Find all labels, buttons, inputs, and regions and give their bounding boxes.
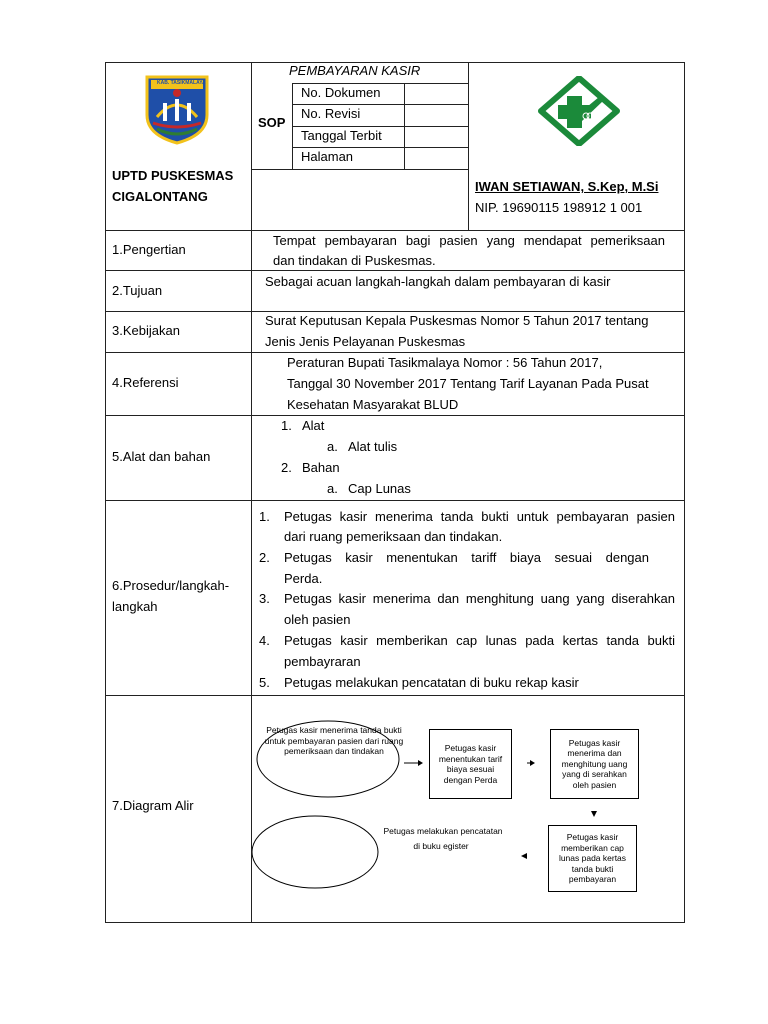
regency-logo-text: KAB. TASIKMALAYA <box>157 80 206 86</box>
arrow-down-icon <box>591 811 597 817</box>
label-pengertian: 1.Pengertian <box>112 242 186 257</box>
alat-item2a-num: a. <box>327 481 338 496</box>
arrow-left-icon <box>521 853 527 859</box>
prosedur-step-line: Petugas melakukan pencatatan di buku rekap kasir <box>284 675 579 690</box>
prosedur-step-num: 5. <box>259 675 270 690</box>
flow-node-tarif: Petugas kasir menentukan tarif biaya sesuai dengan Perda <box>429 729 512 799</box>
prosedur-step-line: Petugas kasir menerima dan menghitung uang yang diserahkan <box>284 591 675 606</box>
table-border-left <box>105 62 106 923</box>
prosedur-step-num: 1. <box>259 509 270 524</box>
pengertian-line2: dan tindakan di Puskesmas. <box>273 253 436 268</box>
signatory-nip: NIP. 19690115 198912 1 001 <box>475 200 643 215</box>
label-prosedur-line1: 6.Prosedur/langkah- <box>112 578 230 593</box>
prosedur-step-line: dari ruang pemeriksaan dan tindakan. <box>284 529 503 544</box>
document-title: PEMBAYARAN KASIR <box>289 63 421 78</box>
prosedur-step-num: 4. <box>259 633 270 648</box>
sop-label: SOP <box>258 115 286 130</box>
prosedur-step-num: 2. <box>259 550 270 565</box>
label-tujuan: 2.Tujuan <box>112 283 163 298</box>
prosedur-step-line: Petugas kasir memberikan cap lunas pada kertas tanda bukti <box>284 633 675 648</box>
kebijakan-line2: Jenis Jenis Pelayanan Puskesmas <box>265 334 466 349</box>
label-diagram-alir: 7.Diagram Alir <box>112 798 194 813</box>
signatory-name: IWAN SETIAWAN, S.Kep, M.Si <box>475 179 659 194</box>
field-no-revisi: No. Revisi <box>301 106 361 121</box>
alat-item2-num: 2. <box>281 460 292 475</box>
label-alat-bahan: 5.Alat dan bahan <box>112 449 211 464</box>
arrow-head-icon <box>530 760 535 766</box>
header-divider <box>251 62 252 231</box>
org-name-line2: CIGALONTANG <box>112 189 208 204</box>
row-divider <box>105 352 685 353</box>
row-divider <box>105 270 685 271</box>
alat-item1a-num: a. <box>327 439 338 454</box>
puskesmas-logo <box>537 76 621 146</box>
alat-item2: Bahan <box>302 460 340 475</box>
header-divider <box>252 169 469 170</box>
alat-item1: Alat <box>302 418 325 433</box>
arrow-head-icon <box>418 760 423 766</box>
field-no-dokumen: No. Dokumen <box>301 85 381 100</box>
row-divider <box>105 415 685 416</box>
org-name-line1: UPTD PUSKESMAS <box>112 168 234 183</box>
row-divider <box>105 230 685 231</box>
prosedur-step-line: Perda. <box>284 571 323 586</box>
alat-item1a: Alat tulis <box>348 439 398 454</box>
pengertian-line1: Tempat pembayaran bagi pasien yang mendapat pemeriksaan <box>273 233 665 248</box>
field-halaman: Halaman <box>301 149 354 164</box>
regency-logo <box>143 73 211 145</box>
tujuan-text: Sebagai acuan langkah-langkah dalam pembayaran di kasir <box>265 274 611 289</box>
prosedur-step-line: pembayraran <box>284 654 361 669</box>
prosedur-step-line: Petugas kasir menerima tanda bukti untuk pembayaran pasien <box>284 509 675 524</box>
referensi-line2: Tanggal 30 November 2017 Tentang Tarif Layanan Pada Pusat <box>287 376 649 391</box>
alat-item1-num: 1. <box>281 418 292 433</box>
field-tanggal-terbit: Tanggal Terbit <box>301 128 382 143</box>
table-border-right <box>684 62 685 923</box>
prosedur-step-line: Petugas kasir menentukan tariff biaya sesuai dengan <box>284 550 649 565</box>
flow-node-end-shape <box>252 816 378 888</box>
referensi-line3: Kesehatan Masyarakat BLUD <box>287 397 459 412</box>
flow-node-end-line1: Petugas melakukan pencatatan <box>383 826 503 836</box>
prosedur-step-num: 3. <box>259 591 270 606</box>
alat-item2a: Cap Lunas <box>348 481 411 496</box>
prosedur-step-line: oleh pasien <box>284 612 351 627</box>
label-prosedur-line2: langkah <box>112 599 158 614</box>
flow-node-end-line2: di buku egister <box>413 841 469 851</box>
flow-node-cap-lunas: Petugas kasir memberikan cap lunas pada kertas tanda bukti pembayaran <box>548 825 637 892</box>
label-referensi: 4.Referensi <box>112 375 179 390</box>
table-border-bottom <box>105 922 685 923</box>
row-divider <box>105 500 685 501</box>
label-kebijakan: 3.Kebijakan <box>112 323 180 338</box>
flow-node-start: Petugas kasir menerima tanda bukti untuk pembayaran pasien dari ruang pemeriksaan dan tindakan <box>264 725 404 756</box>
referensi-line1: Peraturan Bupati Tasikmalaya Nomor : 56 Tahun 2017, <box>287 355 603 370</box>
flow-node-hitung-uang: Petugas kasir menerima dan menghitung uang yang di serahkan oleh pasien <box>550 729 639 799</box>
kebijakan-line1: Surat Keputusan Kepala Puskesmas Nomor 5 Tahun 2017 tentang <box>265 313 649 328</box>
